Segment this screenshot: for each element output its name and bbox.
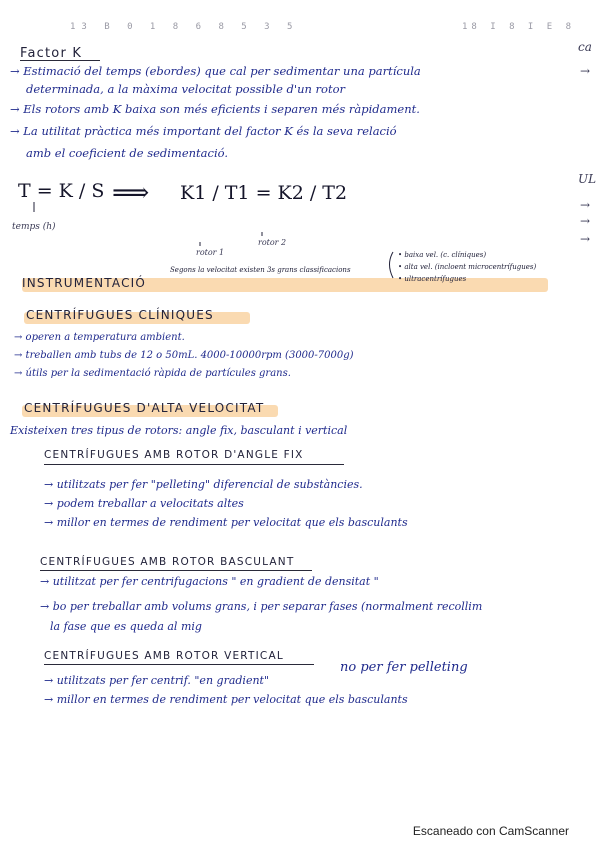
alta-intro: Existeixen tres tipus de rotors: angle fix, basculant i vertical: [10, 424, 348, 437]
basculant-line-1: → utilitzat per fer centrifugacions " en gradient de densitat ": [40, 575, 379, 588]
formula-note-rotor1: rotor 1: [196, 248, 225, 257]
scan-header-right: 18 I 8 I E 8: [462, 22, 576, 32]
formula-note-rotor2: rotor 2: [258, 238, 287, 247]
formula-note-units: temps (h): [12, 222, 56, 232]
scan-header-left: 13 B 0 1 8 6 8 5 3 5: [70, 22, 299, 32]
basculant-line-2: → bo per treballar amb volums grans, i per separar fases (normalment recollim: [40, 600, 483, 613]
factor-k-line-5: amb el coeficient de sedimentació.: [26, 146, 229, 160]
formula-arrow: ⟹: [112, 178, 150, 208]
factor-k-title: Factor K: [20, 46, 83, 61]
right-margin-item-1: ca: [578, 40, 592, 54]
basculant-line-3: la fase que es queda al mig: [50, 620, 202, 633]
angle-title: CENTRÍFUGUES AMB ROTOR D'ANGLE FIX: [44, 449, 304, 461]
formula-lhs: T = K / S: [18, 180, 105, 202]
angle-line-1: → utilitzats per fer "pelleting" diferencial de substàncies.: [44, 478, 363, 491]
brace-mark: [390, 252, 394, 278]
vertical-side-note: no per fer pelleting: [340, 660, 468, 675]
right-margin-item-4: →: [580, 198, 591, 212]
clinic-line-3: → útils per la sedimentació ràpida de partícules grans.: [14, 368, 291, 379]
alta-title: CENTRÍFUGUES D'ALTA VELOCITAT: [24, 401, 265, 415]
factor-k-line-2: determinada, a la màxima velocitat possible d'un rotor: [26, 82, 346, 96]
angle-line-2: → podem treballar a velocitats altes: [44, 497, 244, 510]
instrumentacio-title: INSTRUMENTACIÓ: [22, 276, 147, 290]
right-margin-item-5: →: [580, 214, 591, 228]
clinic-line-1: → operen a temperatura ambient.: [14, 332, 185, 343]
vertical-line-1: → utilitzats per fer centrif. "en gradient": [44, 674, 270, 687]
right-margin-item-2: →: [580, 64, 591, 78]
right-margin-item-3: UL: [578, 172, 597, 186]
formula-rhs: K1 / T1 = K2 / T2: [180, 182, 348, 204]
angle-line-3: → millor en termes de rendiment per velocitat que els basculants: [44, 516, 408, 529]
factor-k-line-1: → Estimació del temps (ebordes) que cal per sedimentar una partícula: [10, 64, 421, 78]
clinic-line-2: → treballen amb tubs de 12 o 50mL. 4000-10000rpm (3000-7000g): [14, 350, 354, 361]
instrumentacio-bracket-2: • alta vel. (incloent microcentrífugues): [398, 263, 537, 271]
factor-k-line-4: → La utilitat pràctica més important del factor K és la seva relació: [10, 124, 397, 138]
clinic-title: CENTRÍFUGUES CLÍNIQUES: [26, 308, 214, 322]
instrumentacio-side-note: Segons la velocitat existen 3s grans classificacions: [170, 266, 351, 274]
camscanner-footer: Escaneado con CamScanner: [412, 824, 569, 838]
instrumentacio-bracket-1: • baixa vel. (c. clíniques): [398, 251, 487, 259]
right-margin-item-6: →: [580, 232, 591, 246]
basculant-title: CENTRÍFUGUES AMB ROTOR BASCULANT: [40, 556, 295, 568]
instrumentacio-bracket-3: • ultracentrífugues: [398, 275, 467, 283]
factor-k-line-3: → Els rotors amb K baixa son més eficients i separen més ràpidament.: [10, 102, 420, 116]
vertical-line-2: → millor en termes de rendiment per velocitat que els basculants: [44, 693, 408, 706]
vertical-title: CENTRÍFUGUES AMB ROTOR VERTICAL: [44, 650, 284, 662]
